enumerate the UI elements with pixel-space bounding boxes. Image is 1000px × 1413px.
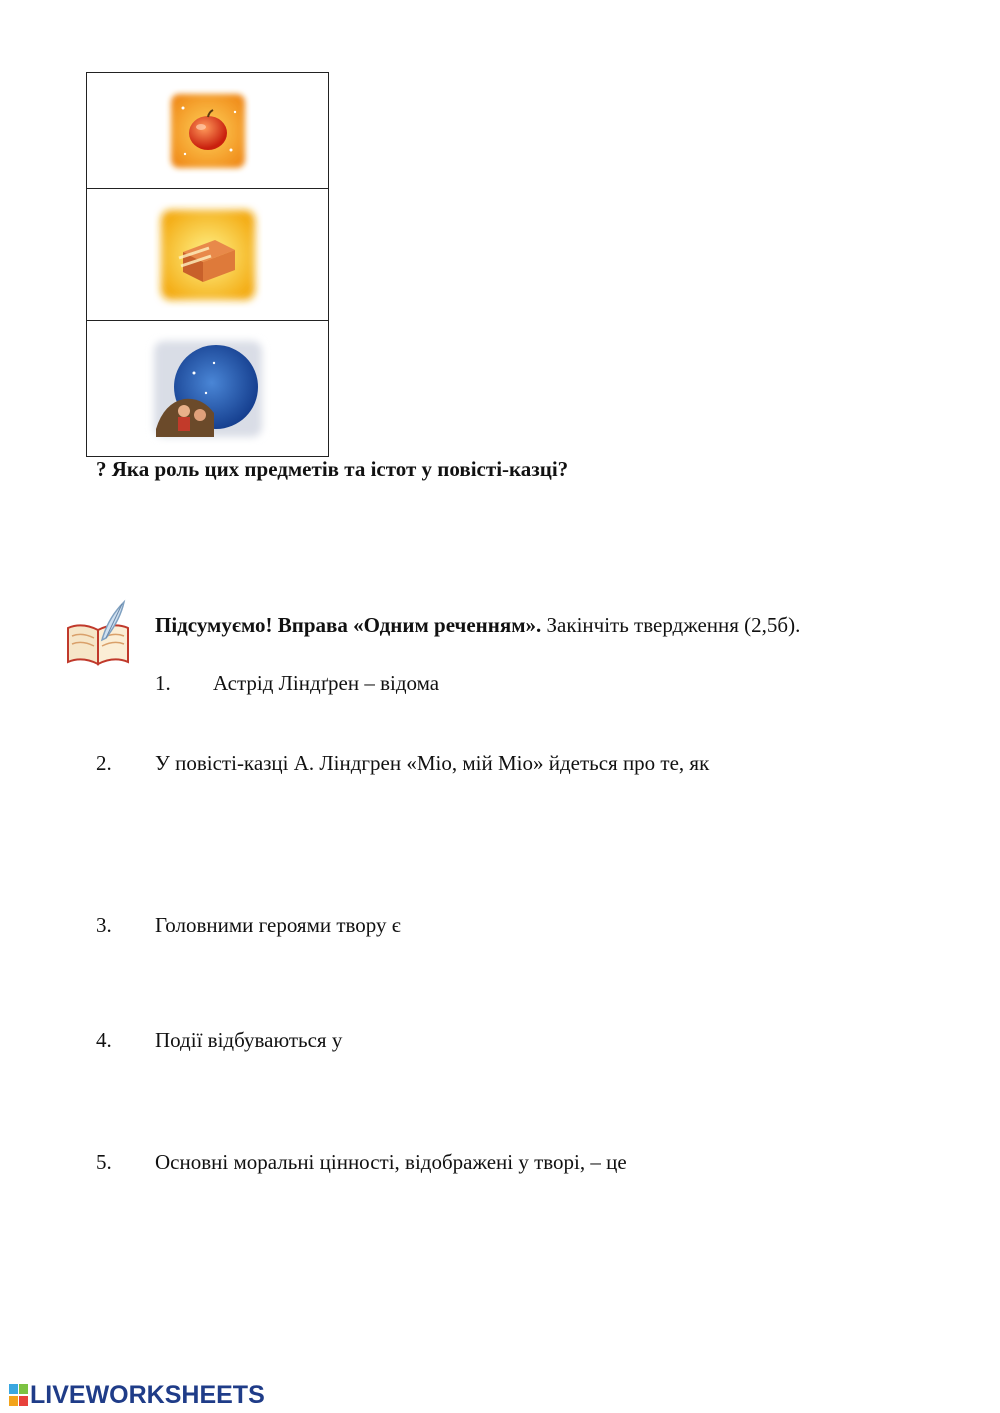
item-number: 1. [155,671,171,695]
item-number: 3. [96,913,112,937]
item-text: У повісті-казці А. Ліндгрен «Міо, мій Міо» йдеться про те, як [155,751,710,775]
table-cell-box [87,189,328,321]
item-number: 4. [96,1028,112,1052]
book-quill-icon [62,598,134,670]
table-cell-apple [87,73,328,189]
summary-heading [155,612,800,638]
list-item [155,670,440,696]
box-picture [153,202,263,308]
item-number: 2. [96,751,112,775]
item-text: Астрід Ліндґрен – відома [213,671,440,695]
item-text: Події відбуваються у [155,1028,343,1052]
item-text: Головними героями твору є [155,913,401,937]
logo-text: LIVEWORKSHEETS [30,1380,265,1409]
item-text: Основні моральні цінності, відображені у творі, – це [155,1150,627,1174]
liveworksheets-logo [8,1381,265,1409]
table-cell-moon [87,321,328,456]
image-table [86,72,329,457]
apple-picture [165,88,251,174]
logo-blocks-icon [8,1383,30,1407]
summary-title-bold: Підсумуємо! Вправа «Одним реченням». [155,613,542,637]
summary-title-rest: Закінчіть твердження (2,5б). [541,613,801,637]
question-text: ? Яка роль цих предметів та істот у повісті-казці? [96,457,569,481]
item-number: 5. [96,1150,112,1174]
moon-night-picture [144,333,272,445]
